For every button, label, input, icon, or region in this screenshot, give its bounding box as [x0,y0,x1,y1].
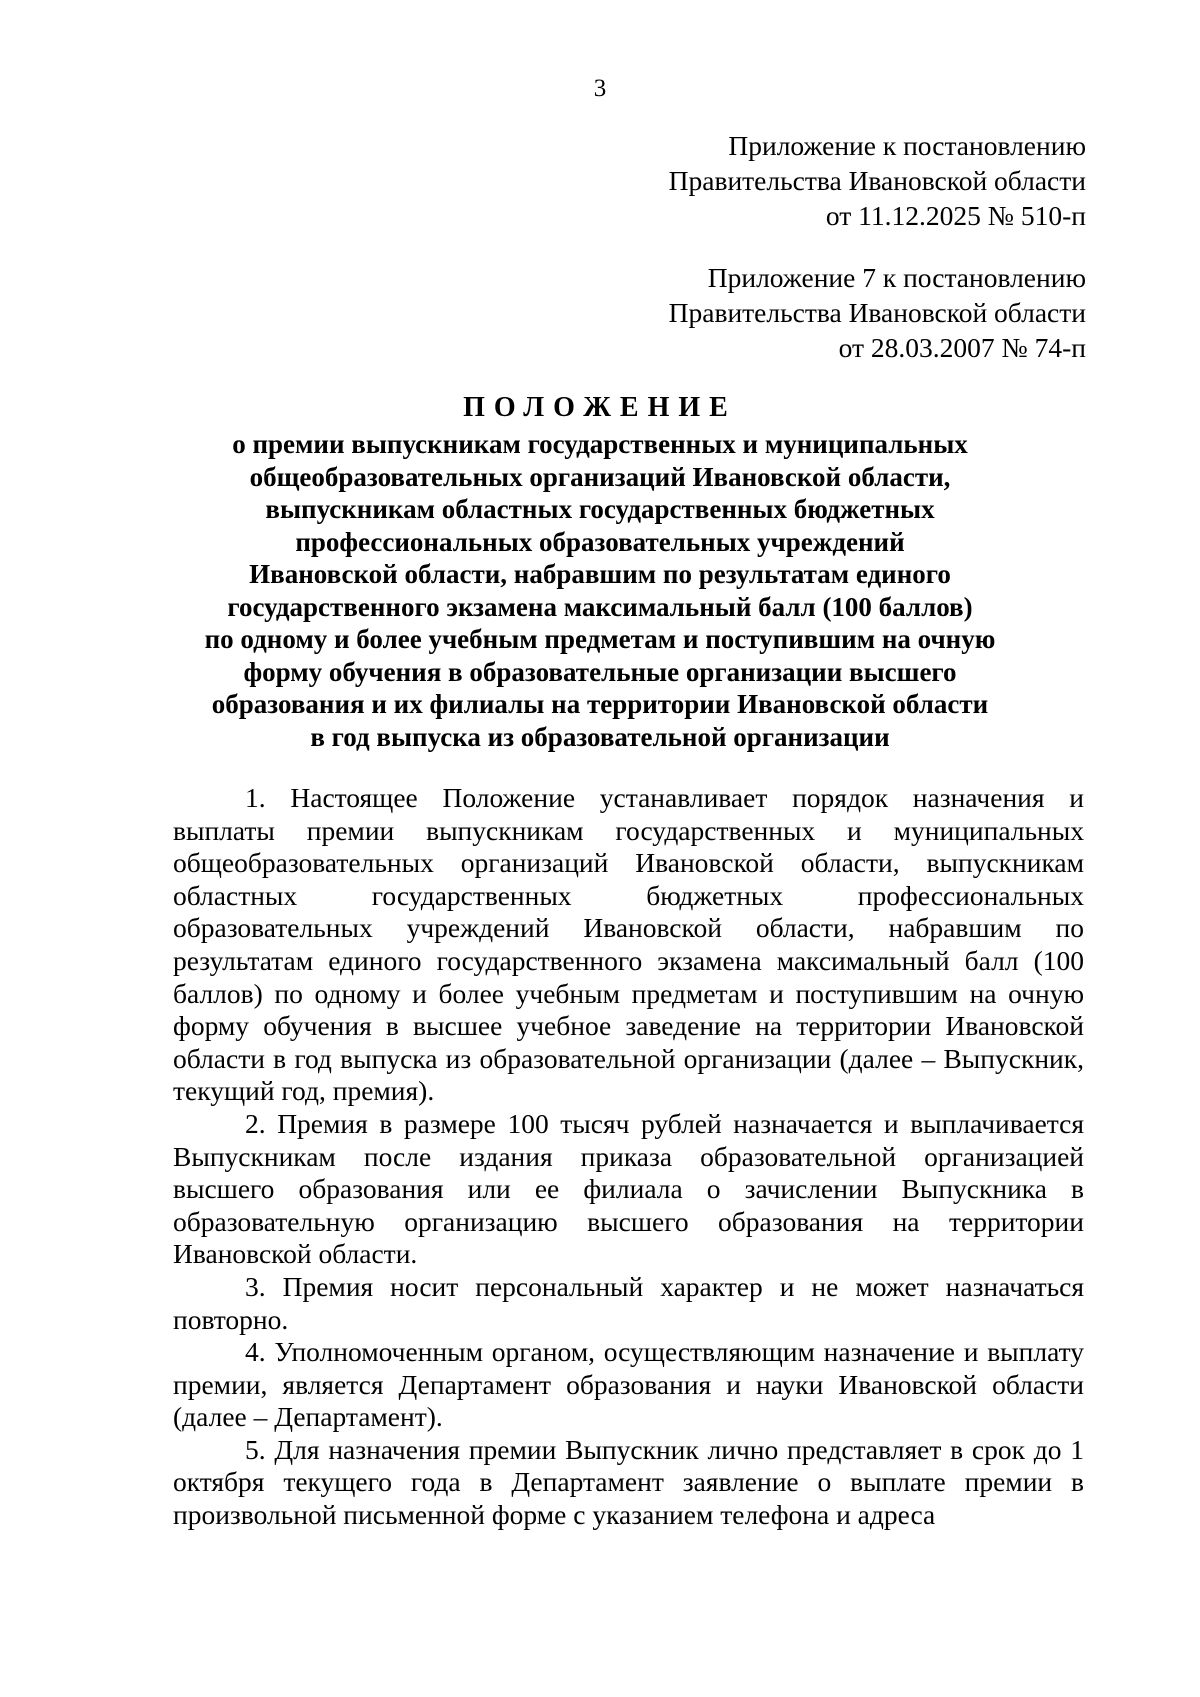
appendix-current-line: Приложение к постановлению [728,130,1086,161]
paragraph-1: 1. Настоящее Положение устанавливает порядок назначения и выплаты премии выпускникам государственных и муниципальных общеобразовательных организаций Ивановской области, выпускникам областных государственных бюджетных профессиональных образовательных учреждений Ивановской области, набравшим по результатам единого государственного экзамена максимальный балл (100 баллов) по одному и более учебным предметам и поступившим на очную форму обучения в высшее учебное заведение на территории Ивановской области в год выпуска из образовательной организации (далее – Выпускник, текущий год, премия). [173,782,1084,1107]
subtitle-line: государственного экзамена максимальный балл (100 баллов) [227,591,973,622]
appendix-original-line: от 28.03.2007 № 74-п [838,332,1086,363]
subtitle-line: общеобразовательных организаций Ивановской области, [249,461,951,492]
subtitle-line: выпускникам областных государственных бюджетных [265,494,935,524]
subtitle-line: по одному и более учебным предметам и поступившим на очную [204,624,996,654]
paragraph-5: 5. Для назначения премии Выпускник лично представляет в срок до 1 октября текущего года в Департамент заявление о выплате премии в произвольной письменной форме с указанием телефона и адреса [173,1433,1084,1531]
document-title: ПОЛОЖЕНИЕ [463,392,737,423]
paragraph-3: 3. Премия носит персональный характер и не может назначаться повторно. [173,1270,1084,1335]
appendix-original-line: Правительства Ивановской области [668,297,1086,328]
subtitle-line: образования и их филиалы на территории Ивановской области [211,689,989,719]
appendix-current-line: от 11.12.2025 № 510-п [825,200,1086,231]
paragraph-4: 4. Уполномоченным органом, осуществляющим назначение и выплату премии, является Департамент образования и науки Ивановской области (далее – Департамент). [173,1336,1084,1433]
document-title-block [0,390,1200,753]
paragraph-2: 2. Премия в размере 100 тысяч рублей назначается и выплачивается Выпускникам после издания приказа образовательной организацией высшего образования или ее филиала о зачислении Выпускника в образовательную организацию высшего образования на территории Ивановской области. [173,1107,1084,1270]
subtitle-line: в год выпуска из образовательной организации [310,721,890,752]
subtitle-line: о премии выпускникам государственных и муниципальных [232,429,968,459]
document-body [173,782,1084,1532]
appendix-current-line: Правительства Ивановской области [668,165,1086,196]
appendix-original-line: Приложение 7 к постановлению [707,262,1086,293]
subtitle-line: профессиональных образовательных учреждений [295,526,905,557]
subtitle-line: Ивановской области, набравшим по результатам единого [249,559,951,589]
page-number: 3 [593,75,607,102]
appendix-current-header [669,128,1086,233]
subtitle-line: форму обучения в образовательные организации высшего [243,656,957,687]
appendix-original-header [669,260,1086,365]
document-subtitle [0,428,1200,753]
